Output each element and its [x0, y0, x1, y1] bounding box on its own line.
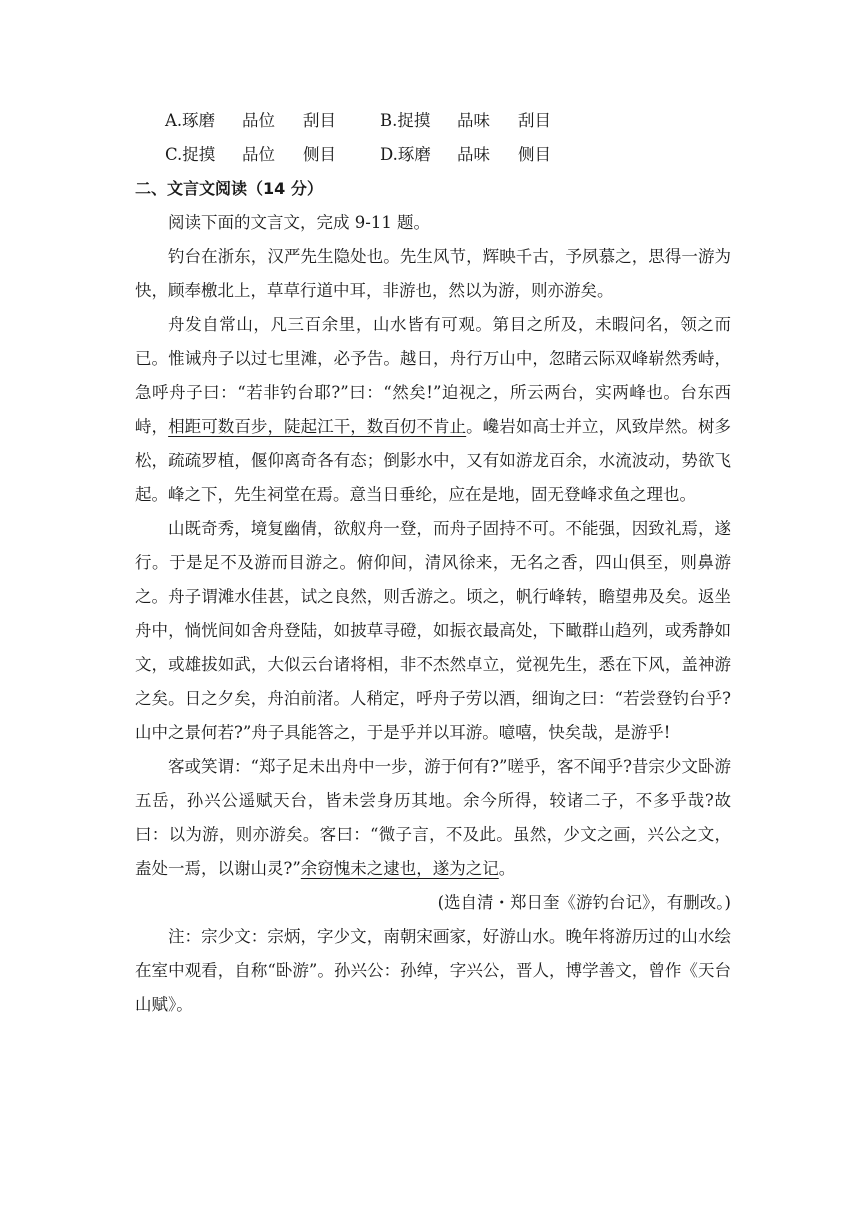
instruction: 阅读下面的文言文，完成 9-11 题。 [168, 213, 431, 232]
paragraph-2-text-end: 。巉岩如高士并立，风致岸然。树多松，疏疏罗植，偃仰离奇各有态；倒影水中，又有如游龙百余，水流波动，势欲飞起。峰之下，先生祠堂在焉。意当日垂纶，应在是地，固无登峰求鱼之理也。 [135, 417, 732, 504]
option-a-word-3: 刮目 [303, 111, 336, 130]
options-row-2 [135, 138, 731, 172]
option-d-word-3: 侧目 [518, 145, 551, 164]
passage-paragraph-4 [135, 750, 731, 886]
option-a [165, 104, 380, 138]
option-c-word-1: C.捉摸 [165, 145, 216, 164]
paragraph-4-text-start: 客或笑谓：“郑子足未出舟中一步，游于何有?”嗟乎，客不闻乎?昔宗少文卧游五岳，孙兴公遥赋天台，皆未尝身历其地。余今所得，较诸二子，不多乎哉?故曰：以为游，则亦游矣。客曰：“微子言，不及此。虽然，少文之画，兴公之文，盍处一焉，以谢山灵?” [135, 757, 731, 878]
option-c-word-3: 侧目 [303, 145, 336, 164]
option-c-word-2: 品位 [242, 145, 275, 164]
option-b-word-1: B.捉摸 [380, 111, 431, 130]
option-c [165, 138, 380, 172]
section-heading: 二、文言文阅读（14 分） [135, 179, 323, 198]
option-b-word-3: 刮目 [518, 111, 551, 130]
passage-paragraph-2 [135, 308, 731, 512]
option-d-word-2: 品味 [457, 145, 490, 164]
option-a-word-1: A.琢磨 [165, 111, 216, 130]
underlined-sentence-2: 余窃愧未之逮也，遂为之记 [300, 859, 499, 878]
source-citation: (选自清・郑日奎《游钓台记》，有删改。) [437, 893, 731, 912]
passage-paragraph-3: 山既奇秀，境复幽倩，欲舣舟一登，而舟子固持不可。不能强，因致礼焉，遂行。于是足不及游而目游之。俯仰间，清风徐来，无名之香，四山俱至，则鼻游之。舟子谓滩水佳甚，试之良然，则舌游之。顷之，帆行峰转，瞻望弗及矣。返坐舟中，惝恍间如舍舟登陆，如披草寻磴，如振衣最高处，下瞰群山趋列，或秀静如文，或雄拔如武，大似云台诸将相，非不杰然卓立，觉视先生，悉在下风，盖神游之矣。日之夕矣，舟泊前渚。人稍定，呼舟子劳以酒，细询之曰：“若尝登钓台乎?山中之景何若?”舟子具能答之，于是乎并以耳游。噫嘻，快矣哉，是游乎! [135, 519, 731, 742]
document-content [135, 104, 731, 1022]
passage-paragraph-1: 钓台在浙东，汉严先生隐处也。先生风节，辉映千古，予夙慕之，思得一游为快，顾奉檄北上，草草行道中耳，非游也，然以为游，则亦游矣。 [135, 247, 731, 300]
option-b-word-2: 品味 [457, 111, 490, 130]
option-d [380, 138, 595, 172]
paragraph-2-text-start: 舟发自常山，凡三百余里，山水皆有可观。第目之所及，未暇问名，领之而已。惟诫舟子以过七里滩，必予告。越日，舟行万山中，忽睹云际双峰崭然秀峙，急呼舟子曰：“若非钓台耶?”曰：“然矣!”迫视之，所云两台，实两峰也。台东西峙， [135, 315, 731, 436]
options-row-1 [135, 104, 731, 138]
underlined-sentence-1: 相距可数百步，陡起江干，数百仞不肯止 [168, 417, 467, 436]
option-a-word-2: 品位 [242, 111, 275, 130]
option-d-word-1: D.琢磨 [380, 145, 431, 164]
paragraph-4-text-end: 。 [498, 859, 516, 878]
option-b [380, 104, 595, 138]
annotation-note: 注：宗少文：宗炳，字少文，南朝宋画家，好游山水。晚年将游历过的山水绘在室中观看，自称“卧游”。孙兴公：孙绰，字兴公，晋人，博学善文，曾作《天台山赋》。 [135, 927, 731, 1014]
